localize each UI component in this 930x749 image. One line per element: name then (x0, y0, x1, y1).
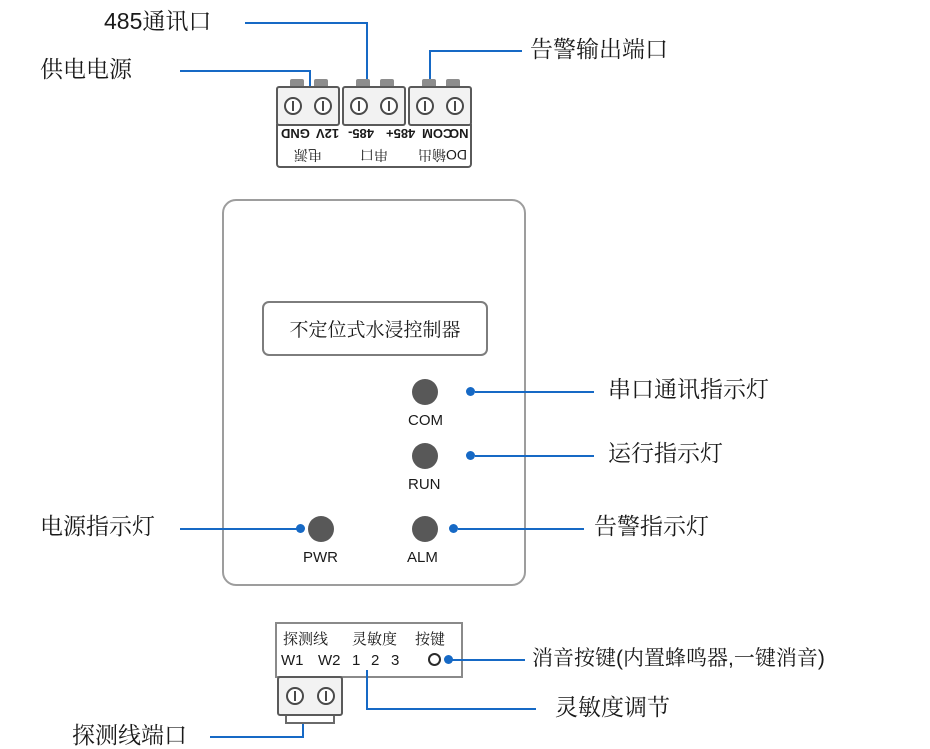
led-label-com: COM (408, 412, 443, 429)
strip-header-key: 按键 (415, 631, 446, 648)
screw-icon (284, 97, 302, 115)
leader-alm (458, 528, 584, 530)
led-label-run: RUN (408, 476, 441, 493)
screw-icon (286, 687, 304, 705)
leader-sensitivity-v (366, 670, 368, 710)
leader-dot-com (466, 387, 475, 396)
leader-run (475, 455, 594, 457)
terminal-group-power[interactable] (276, 86, 340, 126)
leader-com (475, 391, 594, 393)
terminal-tab (314, 79, 328, 86)
screw-icon (380, 97, 398, 115)
screw-icon (314, 97, 332, 115)
callout-com-led: 串口通讯指示灯 (608, 376, 769, 402)
strip-header-probe: 探测线 (283, 631, 329, 648)
led-alm (412, 516, 438, 542)
led-run (412, 443, 438, 469)
callout-sensitivity-adjust: 灵敏度调节 (555, 694, 670, 720)
leader-sensitivity-h (366, 708, 536, 710)
probe-terminal-foot (285, 716, 335, 724)
strip-header-sensitivity: 灵敏度 (352, 631, 398, 648)
strip-value-3[interactable]: 3 (391, 652, 400, 669)
screw-icon (416, 97, 434, 115)
strip-value-w2: W2 (318, 652, 341, 669)
strip-value-1[interactable]: 1 (352, 652, 361, 669)
terminal-group-do-output[interactable] (408, 86, 472, 126)
callout-mute-key: 消音按键(内置蜂鸣器,一键消音) (532, 647, 825, 670)
callout-rs485-port: 485通讯口 (104, 8, 212, 34)
callout-alm-led: 告警指示灯 (594, 513, 709, 539)
led-com (412, 379, 438, 405)
callout-pwr-led: 电源指示灯 (40, 513, 155, 539)
screw-icon (350, 97, 368, 115)
leader-alarm-h (430, 50, 522, 52)
mute-button-icon[interactable] (428, 653, 441, 666)
group-label-serial: 串口 (360, 147, 388, 163)
terminal-tab (422, 79, 436, 86)
device-nameplate: 不定位式水浸控制器 (262, 301, 488, 356)
callout-probe-port: 探测线端口 (72, 722, 187, 748)
callout-run-led: 运行指示灯 (608, 440, 723, 466)
leader-rs485-h (245, 22, 367, 24)
pin-label-485p: 485+ (386, 126, 416, 141)
screw-icon (317, 687, 335, 705)
terminal-tab (356, 79, 370, 86)
terminal-tab (380, 79, 394, 86)
pin-label-12v: 12V (316, 126, 340, 141)
leader-mute (452, 659, 525, 661)
terminal-tab (446, 79, 460, 86)
callout-power-supply: 供电电源 (40, 56, 132, 82)
probe-terminal-block[interactable] (277, 676, 343, 716)
pin-label-com: COM (422, 126, 453, 141)
strip-value-w1: W1 (281, 652, 304, 669)
led-label-alm: ALM (407, 549, 438, 566)
screw-icon (446, 97, 464, 115)
group-label-do: DO输出 (418, 147, 467, 163)
strip-value-2[interactable]: 2 (371, 652, 380, 669)
leader-probe-h (210, 736, 303, 738)
terminal-tab (290, 79, 304, 86)
leader-power-v (309, 70, 311, 86)
led-label-pwr: PWR (303, 549, 338, 566)
leader-dot-alm (449, 524, 458, 533)
leader-rs485-v (366, 22, 368, 86)
led-pwr (308, 516, 334, 542)
pin-label-no: NO (449, 126, 469, 141)
terminal-group-serial[interactable] (342, 86, 406, 126)
leader-power-h (180, 70, 310, 72)
callout-alarm-output: 告警输出端口 (530, 36, 668, 62)
leader-pwr (180, 528, 298, 530)
pin-label-485-: 485- (348, 126, 375, 141)
group-label-power: 电源 (294, 147, 322, 163)
pin-label-gnd: GND (281, 126, 310, 141)
leader-dot-run (466, 451, 475, 460)
